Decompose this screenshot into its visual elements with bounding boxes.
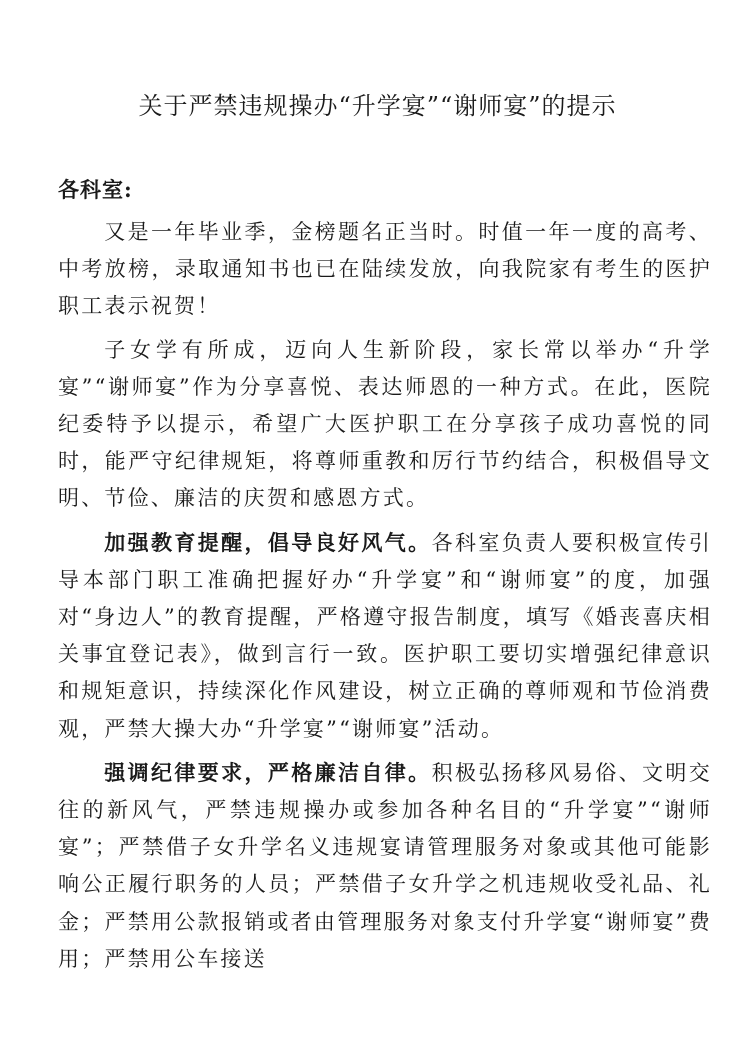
- paragraph-text: 积极弘扬移风易俗、文明交往的新风气，严禁违规操办或参加各种名目的“升学宴”“谢师宴”；严禁借子女升学名义违规宴请管理服务对象或其他可能影响公正履行职务的人员；严禁借子女升学之机违规收受礼品、礼金；严禁用公款报销或者由管理服务对象支付升学宴“谢师宴”费用；严禁用公车接送: [58, 760, 712, 971]
- paragraph-text: 各科室负责人要积极宣传引导本部门职工准确把握好办“升学宴”和“谢师宴”的度，加强对“身边人”的教育提醒，严格遵守报告制度，填写《婚丧喜庆相关事宜登记表》，做到言行一致。医护职工要切实增强纪律意识和规矩意识，持续深化作风建设，树立正确的尊师观和节俭消费观，严禁大操大办“升学宴”“谢师宴”活动。: [58, 530, 712, 741]
- document-title: 关于严禁违规操办“升学宴”“谢师宴”的提示: [138, 92, 617, 120]
- paragraph-3: [58, 524, 712, 748]
- paragraph-lead: 加强教育提醒，倡导良好风气。: [104, 529, 432, 555]
- document-body: [58, 214, 712, 984]
- paragraph-lead: 强调纪律要求，严格廉洁自律。: [104, 759, 432, 785]
- paragraph-4: [58, 754, 712, 978]
- paragraph-text: 子女学有所成，迈向人生新阶段，家长常以举办“升学宴”“谢师宴”作为分享喜悦、表达师恩的一种方式。在此，医院纪委特予以提示，希望广大医护职工在分享孩子成功喜悦的同时，能严守纪律规矩，将尊师重教和厉行节约结合，积极倡导文明、节俭、廉洁的庆贺和感恩方式。: [58, 337, 712, 511]
- paragraph-text: 又是一年毕业季，金榜题名正当时。时值一年一度的高考、中考放榜，录取通知书也已在陆续发放，向我院家有考生的医护职工表示祝贺！: [58, 220, 712, 319]
- salutation: 各科室:: [58, 177, 133, 202]
- paragraph-1: [58, 214, 712, 326]
- paragraph-2: [58, 332, 712, 518]
